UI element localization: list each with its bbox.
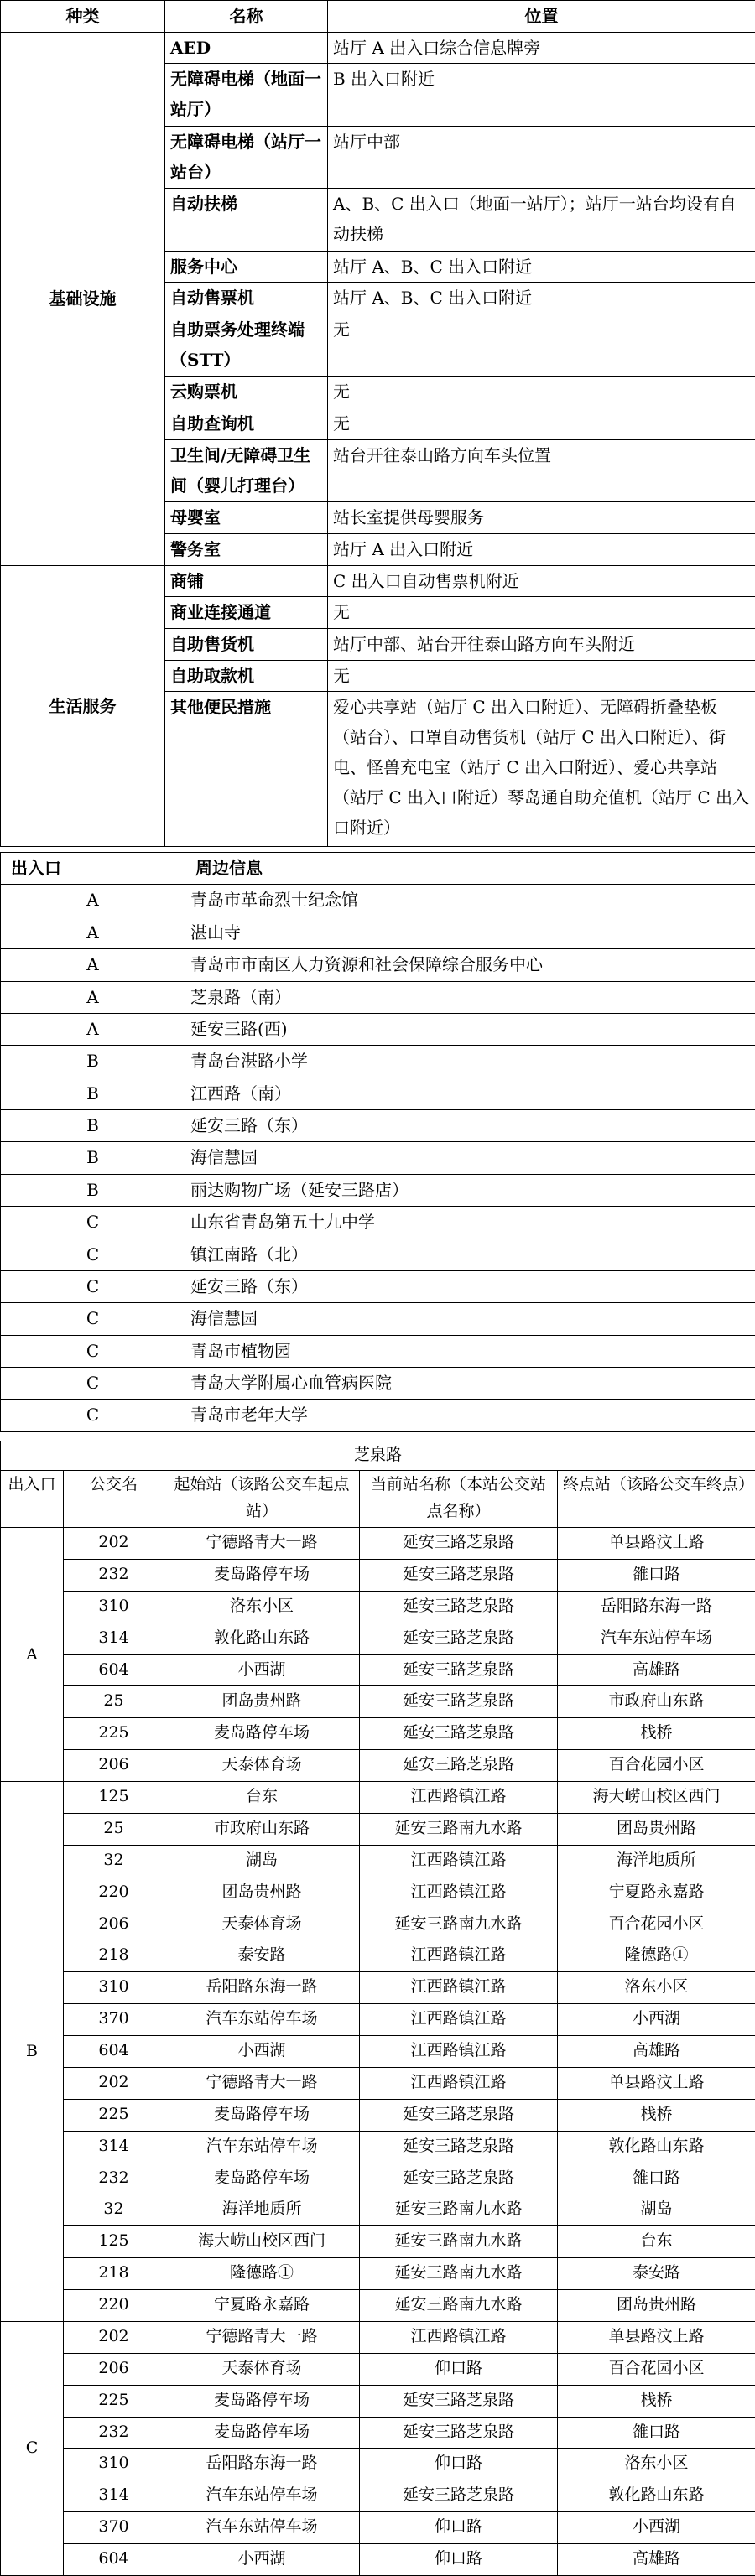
bus-cell: 江西路镇江路 <box>360 1782 558 1814</box>
bus-cell: 206 <box>64 1909 164 1940</box>
bus-cell: 延安三路芝泉路 <box>360 1559 558 1591</box>
bus-cell: 麦岛路停车场 <box>164 2417 360 2449</box>
bus-cell: 团岛贵州路 <box>558 2290 755 2322</box>
bus-row <box>1 2099 755 2131</box>
bus-cell: 延安三路芝泉路 <box>360 2385 558 2417</box>
bus-cell: 团岛贵州路 <box>164 1877 360 1909</box>
bus-cell: 仰口路 <box>360 2512 558 2544</box>
bus-cell: 延安三路南九水路 <box>360 2258 558 2290</box>
bus-cell: 314 <box>64 1623 164 1654</box>
surroundings-info: 延安三路（东） <box>185 1110 755 1142</box>
bus-cell: 团岛贵州路 <box>558 1813 755 1845</box>
facility-name: 无障碍电梯（地面一站厅） <box>165 64 328 126</box>
facility-location: 站厅 A、B、C 出入口附近 <box>328 283 755 314</box>
surroundings-row <box>1 885 755 917</box>
bus-cell: 江西路镇江路 <box>360 1972 558 2004</box>
bus-cell: 225 <box>64 2385 164 2417</box>
surroundings-exit: C <box>1 1270 185 1302</box>
surroundings-row <box>1 1078 755 1109</box>
facility-location: C 出入口自动售票机附近 <box>328 565 755 597</box>
bus-exit: A <box>1 1528 64 1782</box>
facility-location: 爱心共享站（站厅 C 出入口附近）、无障碍折叠垫板（站台）、口罩自动售货机（站厅 C 出入口附近）、街电、怪兽充电宝（站厅 C 出入口附近）、爱心共享站（站厅 C 出入口附近）琴岛通自助充值机（站厅 C 出入口附近） <box>328 692 755 847</box>
facility-location: B 出入口附近 <box>328 64 755 126</box>
surroundings-row <box>1 949 755 981</box>
bus-cell: 小西湖 <box>164 2036 360 2068</box>
facilities-header-cell: 种类 <box>1 1 165 33</box>
bus-cell: 单县路汶上路 <box>558 2067 755 2099</box>
facilities-header-cell: 位置 <box>328 1 755 33</box>
bus-cell: 隆德路① <box>164 2258 360 2290</box>
bus-cell: 台东 <box>558 2226 755 2258</box>
bus-cell: 岳阳路东海一路 <box>558 1591 755 1623</box>
facility-location: 站厅 A、B、C 出入口附近 <box>328 251 755 283</box>
facility-name: 自助票务处理终端（STT） <box>165 314 328 376</box>
bus-cell: 310 <box>64 1972 164 2004</box>
bus-cell: 海洋地质所 <box>164 2194 360 2226</box>
bus-row <box>1 1845 755 1877</box>
bus-row <box>1 1782 755 1814</box>
bus-cell: 232 <box>64 2417 164 2449</box>
bus-cell: 232 <box>64 1559 164 1591</box>
facilities-header-row <box>1 1 755 33</box>
bus-cell: 敦化路山东路 <box>558 2480 755 2512</box>
bus-cell: 218 <box>64 1940 164 1972</box>
surroundings-exit: C <box>1 1368 185 1400</box>
bus-cell: 敦化路山东路 <box>558 2131 755 2163</box>
surroundings-info: 青岛台湛路小学 <box>185 1046 755 1078</box>
surroundings-exit: A <box>1 949 185 981</box>
bus-cell: 洛东小区 <box>558 1972 755 2004</box>
surroundings-info: 丽达购物广场（延安三路店） <box>185 1174 755 1206</box>
facility-name: 无障碍电梯（站厅一站台） <box>165 126 328 188</box>
bus-cell: 天泰体育场 <box>164 1750 360 1782</box>
bus-cell: 延安三路南九水路 <box>360 2290 558 2322</box>
bus-cell: 宁德路青大一路 <box>164 1528 360 1560</box>
bus-cell: 栈桥 <box>558 2099 755 2131</box>
surroundings-row <box>1 1174 755 1206</box>
facilities-table <box>0 0 755 847</box>
facility-name: AED <box>165 32 328 64</box>
bus-cell: 汽车东站停车场 <box>558 1623 755 1654</box>
surroundings-info: 延安三路（东） <box>185 1270 755 1302</box>
surroundings-header-row <box>1 853 755 885</box>
bus-header-cell: 出入口 <box>1 1470 64 1527</box>
surroundings-exit: B <box>1 1046 185 1078</box>
bus-cell: 高雄路 <box>558 2544 755 2576</box>
bus-row <box>1 2449 755 2480</box>
bus-cell: 百合花园小区 <box>558 2353 755 2385</box>
bus-cell: 延安三路芝泉路 <box>360 2099 558 2131</box>
facility-name: 服务中心 <box>165 251 328 283</box>
bus-cell: 小西湖 <box>558 2512 755 2544</box>
facility-category: 生活服务 <box>1 565 165 846</box>
facility-location: 无 <box>328 597 755 629</box>
bus-cell: 栈桥 <box>558 2385 755 2417</box>
bus-cell: 宁夏路永嘉路 <box>558 1877 755 1909</box>
surroundings-header-cell: 出入口 <box>1 853 185 885</box>
bus-header-cell: 当前站名称（本站公交站点名称） <box>360 1470 558 1527</box>
bus-cell: 604 <box>64 1654 164 1686</box>
bus-cell: 小西湖 <box>164 2544 360 2576</box>
bus-cell: 604 <box>64 2544 164 2576</box>
bus-row <box>1 1750 755 1782</box>
bus-cell: 岳阳路东海一路 <box>164 2449 360 2480</box>
surroundings-exit: A <box>1 1013 185 1045</box>
bus-exit: B <box>1 1782 64 2322</box>
facility-name: 自助查询机 <box>165 408 328 440</box>
surroundings-info: 海信慧园 <box>185 1303 755 1335</box>
facility-row <box>1 32 755 64</box>
surroundings-info: 延安三路(西) <box>185 1013 755 1045</box>
bus-row <box>1 1623 755 1654</box>
bus-cell: 25 <box>64 1686 164 1718</box>
bus-row <box>1 1559 755 1591</box>
facility-name: 自动售票机 <box>165 283 328 314</box>
surroundings-exit: A <box>1 917 185 948</box>
surroundings-info: 青岛市市南区人力资源和社会保障综合服务中心 <box>185 949 755 981</box>
bus-header-cell: 公交名 <box>64 1470 164 1527</box>
bus-cell: 隆德路① <box>558 1940 755 1972</box>
bus-row <box>1 2004 755 2036</box>
surroundings-info: 青岛市植物园 <box>185 1335 755 1367</box>
bus-cell: 麦岛路停车场 <box>164 1718 360 1750</box>
bus-cell: 370 <box>64 2512 164 2544</box>
facilities-header-cell: 名称 <box>165 1 328 33</box>
bus-cell: 32 <box>64 1845 164 1877</box>
bus-row <box>1 2321 755 2353</box>
bus-row <box>1 1909 755 1940</box>
bus-cell: 泰安路 <box>164 1940 360 1972</box>
bus-cell: 泰安路 <box>558 2258 755 2290</box>
bus-cell: 湖岛 <box>164 1845 360 1877</box>
facility-name: 自助取款机 <box>165 660 328 692</box>
surroundings-row <box>1 917 755 948</box>
bus-cell: 小西湖 <box>558 2004 755 2036</box>
surroundings-exit: C <box>1 1207 185 1239</box>
surroundings-exit: B <box>1 1078 185 1109</box>
surroundings-exit: C <box>1 1335 185 1367</box>
bus-cell: 汽车东站停车场 <box>164 2131 360 2163</box>
surroundings-row <box>1 981 755 1013</box>
bus-cell: 江西路镇江路 <box>360 1877 558 1909</box>
surroundings-row <box>1 1046 755 1078</box>
facility-name: 警务室 <box>165 533 328 565</box>
surroundings-row <box>1 1207 755 1239</box>
facility-location: 无 <box>328 314 755 376</box>
bus-cell: 延安三路芝泉路 <box>360 1623 558 1654</box>
bus-cell: 仰口路 <box>360 2353 558 2385</box>
bus-cell: 单县路汶上路 <box>558 2321 755 2353</box>
bus-cell: 125 <box>64 1782 164 1814</box>
bus-station-title: 芝泉路 <box>1 1441 755 1471</box>
bus-row <box>1 1813 755 1845</box>
bus-cell: 延安三路芝泉路 <box>360 1718 558 1750</box>
bus-cell: 江西路镇江路 <box>360 2321 558 2353</box>
bus-cell: 百合花园小区 <box>558 1750 755 1782</box>
bus-row <box>1 2544 755 2576</box>
bus-cell: 314 <box>64 2480 164 2512</box>
bus-cell: 延安三路芝泉路 <box>360 1750 558 1782</box>
bus-cell: 延安三路南九水路 <box>360 2226 558 2258</box>
surroundings-row <box>1 1239 755 1270</box>
bus-cell: 天泰体育场 <box>164 2353 360 2385</box>
bus-cell: 延安三路南九水路 <box>360 2194 558 2226</box>
bus-row <box>1 1591 755 1623</box>
facility-row <box>1 565 755 597</box>
bus-cell: 洛东小区 <box>558 2449 755 2480</box>
bus-cell: 232 <box>64 2163 164 2194</box>
bus-row <box>1 2290 755 2322</box>
bus-table <box>0 1441 755 2576</box>
bus-row <box>1 2131 755 2163</box>
bus-row <box>1 2480 755 2512</box>
bus-cell: 220 <box>64 2290 164 2322</box>
bus-row <box>1 1718 755 1750</box>
bus-cell: 宁德路青大一路 <box>164 2321 360 2353</box>
bus-cell: 栈桥 <box>558 1718 755 1750</box>
surroundings-info: 湛山寺 <box>185 917 755 948</box>
bus-cell: 台东 <box>164 1782 360 1814</box>
facility-location: 站厅 A 出入口综合信息牌旁 <box>328 32 755 64</box>
bus-cell: 市政府山东路 <box>558 1686 755 1718</box>
bus-cell: 220 <box>64 1877 164 1909</box>
bus-cell: 单县路汶上路 <box>558 1528 755 1560</box>
surroundings-info: 青岛大学附属心血管病医院 <box>185 1368 755 1400</box>
bus-exit: C <box>1 2321 64 2575</box>
surroundings-row <box>1 1110 755 1142</box>
bus-cell: 延安三路芝泉路 <box>360 1686 558 1718</box>
bus-cell: 仰口路 <box>360 2544 558 2576</box>
bus-row <box>1 2226 755 2258</box>
bus-cell: 延安三路芝泉路 <box>360 1654 558 1686</box>
bus-cell: 206 <box>64 1750 164 1782</box>
bus-row <box>1 1528 755 1560</box>
bus-cell: 麦岛路停车场 <box>164 1559 360 1591</box>
bus-cell: 汽车东站停车场 <box>164 2004 360 2036</box>
surroundings-exit: A <box>1 885 185 917</box>
facility-name: 商业连接通道 <box>165 597 328 629</box>
facility-name: 其他便民措施 <box>165 692 328 847</box>
bus-cell: 江西路镇江路 <box>360 2036 558 2068</box>
bus-cell: 湖岛 <box>558 2194 755 2226</box>
bus-cell: 小西湖 <box>164 1654 360 1686</box>
surroundings-info: 镇江南路（北） <box>185 1239 755 1270</box>
surroundings-info: 青岛市革命烈士纪念馆 <box>185 885 755 917</box>
surroundings-row <box>1 1270 755 1302</box>
bus-row <box>1 2163 755 2194</box>
surroundings-exit: B <box>1 1110 185 1142</box>
bus-cell: 江西路镇江路 <box>360 2067 558 2099</box>
bus-row <box>1 1654 755 1686</box>
bus-cell: 汽车东站停车场 <box>164 2480 360 2512</box>
surroundings-row <box>1 1400 755 1432</box>
bus-cell: 海大崂山校区西门 <box>164 2226 360 2258</box>
facility-name: 云购票机 <box>165 377 328 408</box>
facility-location: 站长室提供母婴服务 <box>328 502 755 534</box>
bus-header-cell: 起始站（该路公交车起点站） <box>164 1470 360 1527</box>
surroundings-info: 芝泉路（南） <box>185 981 755 1013</box>
surroundings-header-cell: 周边信息 <box>185 853 755 885</box>
bus-cell: 延安三路芝泉路 <box>360 1591 558 1623</box>
bus-cell: 延安三路芝泉路 <box>360 2163 558 2194</box>
bus-cell: 32 <box>64 2194 164 2226</box>
bus-cell: 604 <box>64 2036 164 2068</box>
surroundings-info: 江西路（南） <box>185 1078 755 1109</box>
bus-cell: 汽车东站停车场 <box>164 2512 360 2544</box>
bus-cell: 310 <box>64 1591 164 1623</box>
surroundings-info: 海信慧园 <box>185 1142 755 1174</box>
bus-row <box>1 2353 755 2385</box>
bus-row <box>1 2258 755 2290</box>
bus-cell: 市政府山东路 <box>164 1813 360 1845</box>
bus-cell: 雒口路 <box>558 2163 755 2194</box>
surroundings-exit: C <box>1 1239 185 1270</box>
bus-cell: 314 <box>64 2131 164 2163</box>
bus-cell: 延安三路芝泉路 <box>360 2131 558 2163</box>
facility-name: 自动扶梯 <box>165 189 328 251</box>
bus-cell: 225 <box>64 1718 164 1750</box>
bus-cell: 延安三路芝泉路 <box>360 2480 558 2512</box>
bus-cell: 岳阳路东海一路 <box>164 1972 360 2004</box>
bus-cell: 宁夏路永嘉路 <box>164 2290 360 2322</box>
bus-cell: 25 <box>64 1813 164 1845</box>
bus-cell: 225 <box>64 2099 164 2131</box>
facility-location: 站厅中部、站台开往泰山路方向车头附近 <box>328 628 755 660</box>
facility-name: 卫生间/无障碍卫生间（婴儿打理台） <box>165 439 328 501</box>
bus-header-cell: 终点站（该路公交车终点） <box>558 1470 755 1527</box>
bus-cell: 江西路镇江路 <box>360 1940 558 1972</box>
facility-name: 母婴室 <box>165 502 328 534</box>
facility-location: 无 <box>328 377 755 408</box>
facility-location: 无 <box>328 408 755 440</box>
facility-location: 站厅 A 出入口附近 <box>328 533 755 565</box>
bus-cell: 雒口路 <box>558 2417 755 2449</box>
bus-row <box>1 2512 755 2544</box>
bus-cell: 宁德路青大一路 <box>164 2067 360 2099</box>
surroundings-row <box>1 1335 755 1367</box>
bus-row <box>1 2385 755 2417</box>
bus-cell: 洛东小区 <box>164 1591 360 1623</box>
bus-cell: 310 <box>64 2449 164 2480</box>
bus-header-row <box>1 1470 755 1527</box>
surroundings-exit: C <box>1 1303 185 1335</box>
bus-cell: 江西路镇江路 <box>360 2004 558 2036</box>
bus-cell: 370 <box>64 2004 164 2036</box>
bus-cell: 敦化路山东路 <box>164 1623 360 1654</box>
surroundings-row <box>1 1013 755 1045</box>
bus-cell: 仰口路 <box>360 2449 558 2480</box>
bus-row <box>1 1972 755 2004</box>
facility-location: A、B、C 出入口（地面一站厅）；站厅一站台均设有自动扶梯 <box>328 189 755 251</box>
bus-cell: 麦岛路停车场 <box>164 2099 360 2131</box>
bus-row <box>1 1686 755 1718</box>
bus-cell: 海洋地质所 <box>558 1845 755 1877</box>
surroundings-exit: A <box>1 981 185 1013</box>
surroundings-row <box>1 1142 755 1174</box>
facility-location: 无 <box>328 660 755 692</box>
bus-cell: 江西路镇江路 <box>360 1845 558 1877</box>
bus-title-row <box>1 1441 755 1471</box>
bus-cell: 206 <box>64 2353 164 2385</box>
bus-cell: 202 <box>64 2067 164 2099</box>
bus-cell: 延安三路芝泉路 <box>360 2417 558 2449</box>
bus-row <box>1 2036 755 2068</box>
bus-cell: 麦岛路停车场 <box>164 2163 360 2194</box>
facility-name: 自助售货机 <box>165 628 328 660</box>
bus-cell: 202 <box>64 1528 164 1560</box>
bus-cell: 高雄路 <box>558 2036 755 2068</box>
surroundings-row <box>1 1303 755 1335</box>
bus-cell: 218 <box>64 2258 164 2290</box>
bus-row <box>1 1877 755 1909</box>
surroundings-exit: C <box>1 1400 185 1432</box>
bus-cell: 百合花园小区 <box>558 1909 755 1940</box>
surroundings-exit: B <box>1 1142 185 1174</box>
surroundings-info: 山东省青岛第五十九中学 <box>185 1207 755 1239</box>
surroundings-exit: B <box>1 1174 185 1206</box>
facility-location: 站厅中部 <box>328 126 755 188</box>
facility-category: 基础设施 <box>1 32 165 565</box>
bus-row <box>1 2194 755 2226</box>
bus-cell: 延安三路芝泉路 <box>360 1528 558 1560</box>
bus-cell: 125 <box>64 2226 164 2258</box>
bus-cell: 202 <box>64 2321 164 2353</box>
facility-location: 站台开往泰山路方向车头位置 <box>328 439 755 501</box>
surroundings-table <box>0 852 755 1432</box>
facility-name: 商铺 <box>165 565 328 597</box>
bus-row <box>1 1940 755 1972</box>
surroundings-info: 青岛市老年大学 <box>185 1400 755 1432</box>
bus-row <box>1 2417 755 2449</box>
bus-cell: 团岛贵州路 <box>164 1686 360 1718</box>
bus-row <box>1 2067 755 2099</box>
surroundings-row <box>1 1368 755 1400</box>
bus-cell: 延安三路南九水路 <box>360 1813 558 1845</box>
bus-cell: 延安三路南九水路 <box>360 1909 558 1940</box>
bus-cell: 海大崂山校区西门 <box>558 1782 755 1814</box>
bus-cell: 麦岛路停车场 <box>164 2385 360 2417</box>
bus-cell: 天泰体育场 <box>164 1909 360 1940</box>
bus-cell: 雒口路 <box>558 1559 755 1591</box>
bus-cell: 高雄路 <box>558 1654 755 1686</box>
